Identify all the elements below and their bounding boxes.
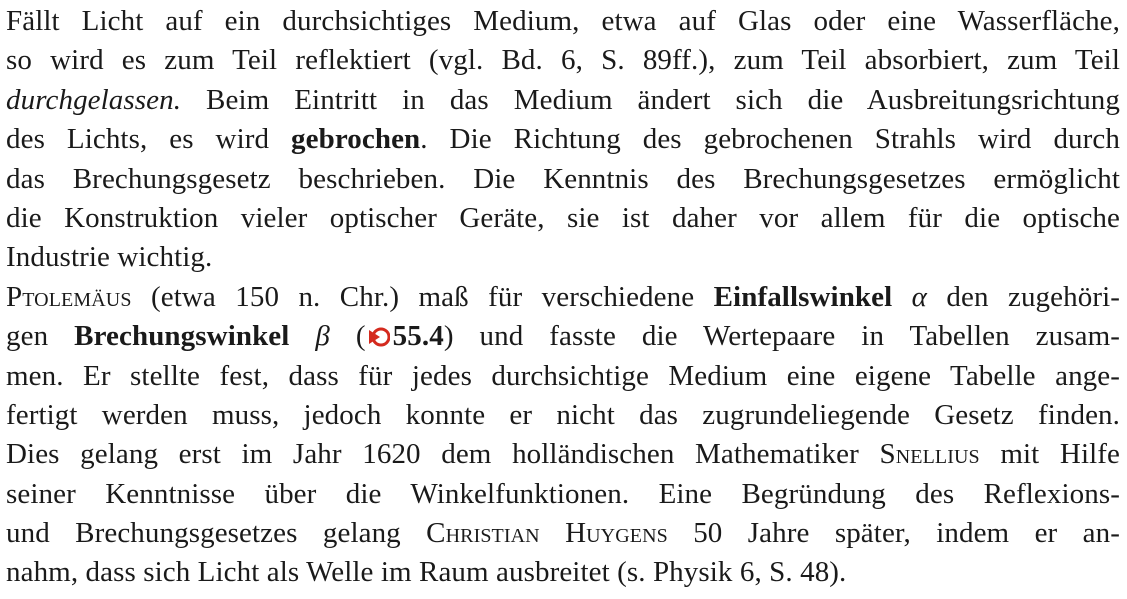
text-span: 50 Jahre später, indem er an-	[667, 517, 1120, 550]
text-line	[6, 120, 1120, 159]
symbol-beta: β	[289, 320, 330, 353]
text-line	[6, 2, 1120, 41]
text-span: (	[329, 320, 366, 353]
name-ptolemaeus: Ptolemäus	[6, 280, 132, 313]
symbol-alpha: α	[892, 280, 928, 313]
term-gebrochen: gebrochen	[291, 123, 421, 156]
text-span: ) und fasste die Wertepaare in Tabellen zusam-	[443, 320, 1120, 353]
text-span: das Brechungsgesetz beschrieben. Die Kenntnis des Brechungsgesetzes ermöglicht	[6, 162, 1120, 195]
emphasis-durchgelassen: durchgelassen.	[6, 83, 182, 116]
cross-reference-link[interactable]: 55.4	[392, 320, 444, 353]
text-span: men. Er stellte fest, dass für jedes durchsichtige Medium eine eigene Tabelle ange-	[6, 359, 1120, 392]
term-einfallswinkel: Einfallswinkel	[713, 280, 893, 313]
term-brechungswinkel: Brechungswinkel	[74, 320, 290, 353]
text-span: und Brechungsgesetzes gelang	[6, 517, 427, 550]
paragraph-history	[6, 278, 1120, 593]
text-span: seiner Kenntnisse über die Winkelfunktionen. Eine Begründung des Reflexions-	[6, 477, 1120, 510]
text-span: . Die Richtung des gebrochenen Strahls wird durch	[420, 123, 1120, 156]
text-line	[6, 475, 1120, 514]
paragraph-refraction-intro	[6, 2, 1120, 278]
text-line	[6, 278, 1120, 317]
text-line	[6, 160, 1120, 199]
text-line	[6, 81, 1120, 120]
text-span: die Konstruktion vieler optischer Geräte, sie ist daher vor allem für die optische	[6, 201, 1120, 234]
text-line	[6, 396, 1120, 435]
text-line	[6, 317, 1120, 356]
text-span: Fällt Licht auf ein durchsichtiges Medium, etwa auf Glas oder eine Wasserfläche,	[6, 5, 1120, 37]
text-span: fertigt werden muss, jedoch konnte er nicht das zugrundeliegende Gesetz finden.	[6, 398, 1120, 431]
text-span: nahm, dass sich Licht als Welle im Raum ausbreitet (s. Physik 6, S. 48).	[6, 556, 847, 589]
text-span: den zugehöri-	[927, 280, 1120, 313]
text-span: Beim Eintritt in das Medium ändert sich die Ausbreitungsrichtung	[181, 83, 1120, 116]
text-line	[6, 357, 1120, 396]
cross-reference-arrow-icon[interactable]	[368, 326, 390, 348]
text-line	[6, 238, 1120, 277]
text-line	[6, 199, 1120, 238]
text-span: (etwa 150 n. Chr.) maß für verschiedene	[131, 280, 714, 313]
text-span: mit Hilfe	[979, 438, 1121, 471]
text-line	[6, 553, 1120, 592]
text-line	[6, 514, 1120, 553]
text-line	[6, 41, 1120, 80]
text-span: des Lichts, es wird	[6, 123, 292, 156]
text-span: Industrie wichtig.	[6, 241, 213, 274]
text-span: Dies gelang erst im Jahr 1620 dem holländischen Mathematiker	[6, 438, 880, 471]
text-span: gen	[6, 320, 75, 353]
name-snellius: Snellius	[879, 438, 980, 471]
text-line	[6, 435, 1120, 474]
text-span: so wird es zum Teil reflektiert (vgl. Bd. 6, S. 89ff.), zum Teil absorbiert, zum Teil	[6, 44, 1120, 77]
name-christian-huygens: Christian Huygens	[426, 517, 668, 550]
document-page	[6, 2, 1120, 593]
